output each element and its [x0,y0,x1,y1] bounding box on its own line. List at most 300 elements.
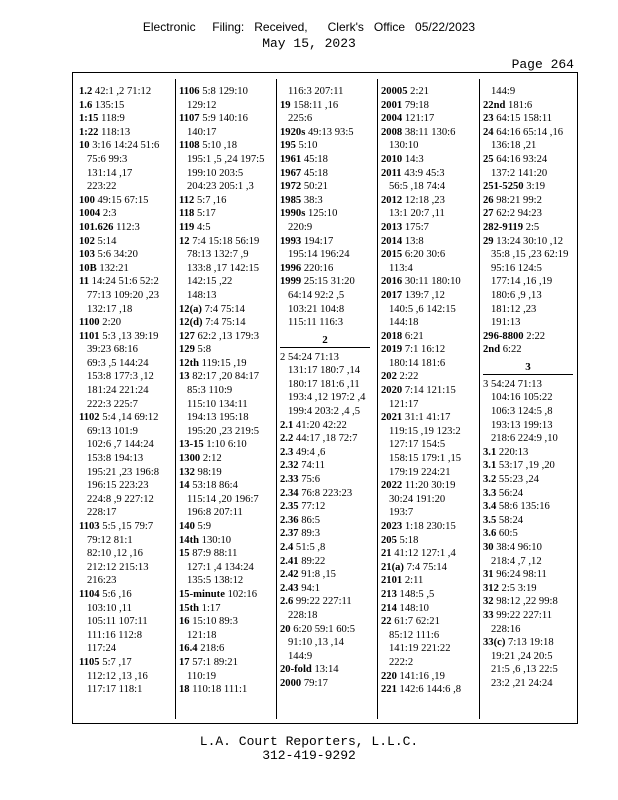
page-line-refs: 110:18 111:1 [192,684,248,696]
index-term: 2.41 [280,555,299,567]
index-continuation [483,405,577,419]
index-term: 2013 [381,221,403,233]
page-line-refs: 127:1 ,4 134:24 [187,561,254,573]
index-entry [381,561,477,575]
page-line-refs: 2:12 [202,453,222,465]
page-line-refs: 42:1 ,2 71:12 [94,86,152,97]
index-continuation [381,506,477,520]
page-line-refs: 87:9 88:11 [192,548,238,560]
index-continuation [483,419,577,433]
index-term: 15th [179,602,200,614]
index-term: 2.35 [280,501,299,513]
page-line-refs: 1:17 [201,602,221,614]
index-entry [483,330,577,344]
index-term: 3.5 [483,514,497,526]
page-line-refs: 91:10 ,13 ,14 [288,637,344,649]
index-term: 20005 [381,86,408,97]
page-line-refs: 50:21 [303,181,328,193]
page-line-refs: 79:18 [404,99,429,111]
page-line-refs: 2:5 [525,221,540,233]
page-line-refs: 5:7 ,16 [196,194,227,206]
page-line-refs: 5:14 [97,235,117,247]
page-line-refs: 86:5 [301,514,321,526]
index-term: 1:15 [79,113,99,125]
page-line-refs: 5:7 ,17 [102,656,132,668]
page-line-refs: 91:8 ,15 [301,569,336,581]
index-term: 1972 [280,181,302,193]
index-continuation [79,683,171,697]
page-line-refs: 45:18 [303,153,328,165]
page-line-refs: 195:1 ,5 ,24 197:5 [187,153,265,165]
index-continuation [179,275,273,289]
page-line-refs: 135:15 [94,99,125,111]
index-entry [381,534,477,548]
page-line-refs: 119:15 ,19 123:2 [389,425,461,437]
page-line-refs: 69:13 101:9 [87,425,138,437]
page-line-refs: 75:6 99:3 [87,153,128,165]
index-entry [79,112,171,126]
index-term: 1105 [79,656,100,668]
index-continuation [79,438,171,452]
index-continuation [483,303,577,317]
page-line-refs: 78:13 132:7 ,9 [187,249,249,261]
index-continuation [79,561,171,575]
index-term: 26 [483,194,494,206]
index-entry [280,153,374,167]
index-entry [280,582,374,596]
index-term: 18 [179,684,190,696]
page-line-refs: 7:4 75:14 [406,561,447,573]
page-line-refs: 117:24 [87,643,117,655]
page-line-refs: 76:8 223:23 [301,487,353,499]
column-divider [276,79,277,719]
page-line-refs: 2:21 [410,86,429,97]
index-entry [79,99,171,113]
index-term: 16.4 [179,643,198,655]
page-line-refs: 6:21 [404,330,424,342]
index-term: 21(a) [381,561,404,573]
page-line-refs: 125:10 [307,208,338,220]
page-line-refs: 2:20 [102,317,122,329]
index-continuation [280,391,374,405]
index-term: 12(d) [179,317,203,329]
index-continuation [483,677,577,691]
page-line-refs: 58:6 135:16 [498,501,550,513]
index-term: 3.6 [483,528,497,540]
page-line-refs: 112:12 ,13 ,16 [87,670,148,682]
page-line-refs: 121:17 [389,398,419,410]
index-entry [179,235,273,249]
page-line-refs: 99:22 227:11 [496,609,553,621]
index-entry [483,568,577,582]
page-line-refs: 144:18 [389,317,419,329]
page-line-refs: 116:3 207:11 [288,86,344,97]
index-term: 22nd [483,99,506,111]
index-term: 2012 [381,194,403,206]
index-entry [179,438,273,452]
index-term: 2017 [381,289,403,301]
index-entry [179,303,273,317]
index-entry [179,588,273,602]
index-entry [483,343,577,357]
index-entry [280,207,374,221]
page-line-refs: 85:3 110:9 [187,385,233,397]
index-continuation [483,262,577,276]
index-entry [280,419,374,433]
index-entry [79,85,171,99]
index-entry [381,221,477,235]
page-line-refs: 30:24 191:20 [389,493,446,505]
page-line-refs: 127:17 154:5 [389,439,446,451]
page-line-refs: 5:4 ,14 69:12 [102,412,159,424]
page-line-refs: 141:16 ,19 [399,670,445,682]
index-continuation [381,452,477,466]
index-term: 1985 [280,194,302,206]
index-entry [79,248,171,262]
footer-phone: 312-419-9292 [262,748,356,763]
page-line-refs: 148:10 [399,602,429,614]
index-term: 2011 [381,167,402,179]
index-term: 27 [483,208,494,220]
page-line-refs: 193:7 [389,507,414,519]
index-entry [179,316,273,330]
index-continuation [280,221,374,235]
index-continuation [381,425,477,439]
page-line-refs: 175:7 [404,221,429,233]
page-line-refs: 180:6 ,9 ,13 [491,289,542,301]
index-continuation [179,425,273,439]
page-line-refs: 220:9 [288,221,313,233]
index-continuation [179,574,273,588]
page-line-refs: 2:3 [102,208,117,220]
index-term: 2.4 [280,542,294,553]
page-line-refs: 223:22 [87,181,117,193]
page-line-refs: 3:19 [526,181,546,193]
index-entry [381,588,477,602]
index-term: 1107 [179,113,200,125]
index-continuation [179,561,273,575]
page-line-refs: 113:4 [389,262,413,274]
index-term: 2 [280,351,286,363]
index-continuation [179,180,273,194]
index-entry [280,527,374,541]
page-line-refs: 148:5 ,5 [399,588,435,600]
index-term: 10B [79,262,97,274]
index-entry [483,609,577,623]
index-entry [381,384,477,398]
index-continuation [79,574,171,588]
page-line-refs: 5:6 34:20 [97,249,138,261]
index-entry [483,194,577,208]
page-line-refs: 79:12 81:1 [87,534,133,546]
page-line-refs: 133:8 ,17 142:15 [187,262,260,274]
page-line-refs: 228:16 [491,623,521,635]
page-line-refs: 140:17 [187,126,217,138]
page-line-refs: 38:4 96:10 [496,542,542,553]
index-term: 29 [483,235,494,247]
index-term: 1106 [179,86,200,97]
index-term: 312 [483,582,499,594]
page-line-refs: 194:17 [303,235,334,247]
page-line-refs: 130:10 [201,534,232,546]
index-term: 10 [79,140,90,152]
index-entry [179,547,273,561]
index-entry [381,520,477,534]
index-continuation [179,493,273,507]
page-line-refs: 2:5 3:19 [501,582,537,594]
index-term: 214 [381,602,397,614]
page-line-refs: 129:12 [187,99,217,111]
index-entry [280,139,374,153]
index-continuation [79,289,171,303]
index-entry [381,602,477,616]
index-term: 13-15 [179,439,204,451]
index-entry [483,527,577,541]
page-line-refs: 13:8 [404,235,424,247]
page-line-refs: 117:17 118:1 [87,684,143,696]
index-term: 195 [280,140,296,152]
page-line-refs: 89:3 [301,528,321,540]
page-line-refs: 177:14 ,16 ,19 [491,276,553,288]
page-line-refs: 5:8 [197,344,212,356]
index-term: 101.626 [79,221,114,233]
index-entry [381,411,477,425]
index-entry [483,126,577,140]
index-continuation [179,411,273,425]
page-line-refs: 64:16 93:24 [496,153,548,165]
index-column-3 [280,85,374,719]
index-column-4 [381,85,477,719]
page-line-refs: 39:23 68:16 [87,344,138,356]
page-line-refs: 75:6 [301,474,321,486]
index-entry [79,194,171,208]
index-term: 213 [381,588,397,600]
page-line-refs: 222:3 225:7 [87,398,138,410]
page-line-refs: 140:5 ,6 142:15 [389,303,456,315]
index-continuation [280,364,374,378]
index-entry [79,520,171,534]
index-entry [280,473,374,487]
index-term: 2.3 [280,446,294,458]
index-continuation [179,126,273,140]
section-heading: 2 [280,333,370,348]
index-continuation [381,357,477,371]
index-continuation [280,316,374,330]
page-line-refs: 96:24 98:11 [496,569,547,581]
page-line-refs: 142:6 144:6 ,8 [399,684,462,696]
index-term: 1104 [79,588,100,600]
page-line-refs: 82:17 ,20 84:17 [192,371,260,383]
index-continuation [79,466,171,480]
index-continuation [381,656,477,670]
page-line-refs: 2:11 [404,575,424,587]
index-entry [381,194,477,208]
index-entry [280,623,374,637]
page-line-refs: 181:6 [508,99,533,111]
page-line-refs: 180:17 181:6 ,11 [288,378,360,390]
index-entry [381,343,477,357]
index-term: 2000 [280,677,302,689]
page-line-refs: 21:5 ,6 ,13 22:5 [491,664,558,676]
page-line-refs: 30:11 180:10 [404,276,461,288]
page-line-refs: 60:5 [498,528,518,540]
index-term: 2.34 [280,487,299,499]
column-divider [175,79,176,719]
index-entry [483,221,577,235]
page-line-refs: 112:3 [116,221,140,233]
index-entry [381,85,477,99]
page-line-refs: 142:15 ,22 [187,276,233,288]
index-entry [381,547,477,561]
page-line-refs: 105:11 107:11 [87,616,148,628]
page-line-refs: 180:14 181:6 [389,357,446,369]
index-term: 1101 [79,330,100,342]
index-term: 2.6 [280,596,294,608]
index-term: 1920s [280,126,306,138]
page-line-refs: 216:23 [87,575,117,587]
page-line-refs: 121:17 [404,113,435,125]
index-entry [280,194,374,208]
page-line-refs: 199:10 203:5 [187,167,244,179]
index-continuation [79,670,171,684]
page-line-refs: 49:15 67:15 [97,194,149,206]
page-line-refs: 54:24 71:13 [287,351,339,363]
page-line-refs: 62:2 94:23 [496,208,542,220]
index-continuation [381,303,477,317]
index-entry [79,656,171,670]
page-line-refs: 220:16 [303,262,334,274]
index-term: 2nd [483,344,501,356]
page-line-refs: 53:18 86:4 [192,480,238,492]
index-continuation [483,555,577,569]
index-continuation [381,466,477,480]
index-continuation [483,650,577,664]
index-entry [483,446,577,460]
page-line-refs: 137:2 141:20 [491,167,548,179]
index-entry [280,262,374,276]
index-term: 15-minute [179,588,225,600]
index-entry [483,636,577,650]
page-line-refs: 136:18 ,21 [491,140,537,152]
index-continuation [280,405,374,419]
index-continuation [483,289,577,303]
index-term: 24 [483,126,494,138]
page-line-refs: 193:4 ,12 197:2 ,4 [288,392,366,404]
page-line-refs: 74:11 [301,460,325,472]
page-line-refs: 55:23 ,24 [498,474,539,486]
page-line-refs: 144:9 [491,86,516,97]
index-entry [79,207,171,221]
page-line-refs: 6:20 30:6 [404,249,446,261]
index-continuation [79,629,171,643]
page-line-refs: 41:12 127:1 ,4 [394,548,456,560]
index-term: 13 [179,371,190,383]
index-entry [381,683,477,697]
index-entry [179,466,273,480]
index-term: 2023 [381,521,403,532]
index-term: 2016 [381,276,403,288]
page-line-refs: 212:12 215:13 [87,561,149,573]
index-term: 2.42 [280,569,299,581]
index-entry [179,343,273,357]
page-line-refs: 43:9 45:3 [404,167,445,179]
page-line-refs: 5:8 129:10 [202,86,248,97]
index-continuation [79,180,171,194]
index-term: 119 [179,221,195,233]
index-term: 19 [280,99,291,111]
index-term: 20-fold [280,664,312,676]
index-continuation [179,629,273,643]
index-entry [381,615,477,629]
index-entry [483,99,577,113]
footer-company: L.A. Court Reporters, L.L.C. [199,734,419,749]
page-line-refs: 141:19 221:22 [389,643,451,655]
index-entry [179,534,273,548]
page-line-refs: 115:14 ,20 196:7 [187,493,259,505]
index-column-2 [179,85,273,719]
index-continuation [179,670,273,684]
index-term: 2.32 [280,460,299,472]
index-term: 2.2 [280,433,294,445]
index-term: 202 [381,371,397,383]
page-line-refs: 131:17 180:7 ,14 [288,365,361,377]
index-entry [280,568,374,582]
index-term: 22 [381,616,392,628]
page-line-refs: 218:6 224:9 ,10 [491,433,558,445]
column-divider [479,79,480,719]
index-term: 21 [381,548,392,560]
index-continuation [79,506,171,520]
page-line-refs: 158:11 ,16 [293,99,339,111]
page-line-refs: 6:20 59:1 60:5 [293,623,356,635]
index-continuation [280,609,374,623]
page-line-refs: 199:4 203:2 ,4 ,5 [288,406,361,418]
page-line-refs: 49:4 ,6 [295,446,326,458]
page-line-refs: 98:21 99:2 [496,194,542,206]
page-line-refs: 31:1 41:17 [404,412,451,424]
page-line-refs: 7:13 19:18 [508,637,554,649]
index-term: 1:22 [79,126,99,138]
index-term: 132 [179,466,195,478]
page-line-refs: 110:19 [187,670,217,682]
page-line-refs: 106:3 124:5 ,8 [491,406,553,418]
index-term: 1999 [280,276,302,288]
index-continuation [483,316,577,330]
index-continuation [179,506,273,520]
index-term: 20 [280,623,291,635]
index-entry [179,520,273,534]
index-continuation [79,343,171,357]
index-entry [179,194,273,208]
index-term: 2101 [381,575,403,587]
page-line-refs: 228:17 [87,507,117,519]
page-line-refs: 51:5 ,8 [295,542,326,553]
page-line-refs: 144:9 [288,650,313,662]
index-continuation [179,99,273,113]
page-line-refs: 85:12 111:6 [389,629,440,641]
index-term: 102 [79,235,95,247]
index-term: 30 [483,542,494,553]
transcript-date: May 15, 2023 [262,36,356,51]
index-entry [280,351,374,365]
index-term: 3 [483,378,489,390]
index-term: 100 [79,194,95,206]
page-line-refs: 14:3 [404,153,424,165]
page-line-refs: 19:21 ,24 20:5 [491,650,553,662]
page-line-refs: 5:18 [399,534,419,546]
page-line-refs: 153:8 177:3 ,12 [87,371,154,383]
page-line-refs: 98:12 ,22 99:8 [496,596,558,608]
